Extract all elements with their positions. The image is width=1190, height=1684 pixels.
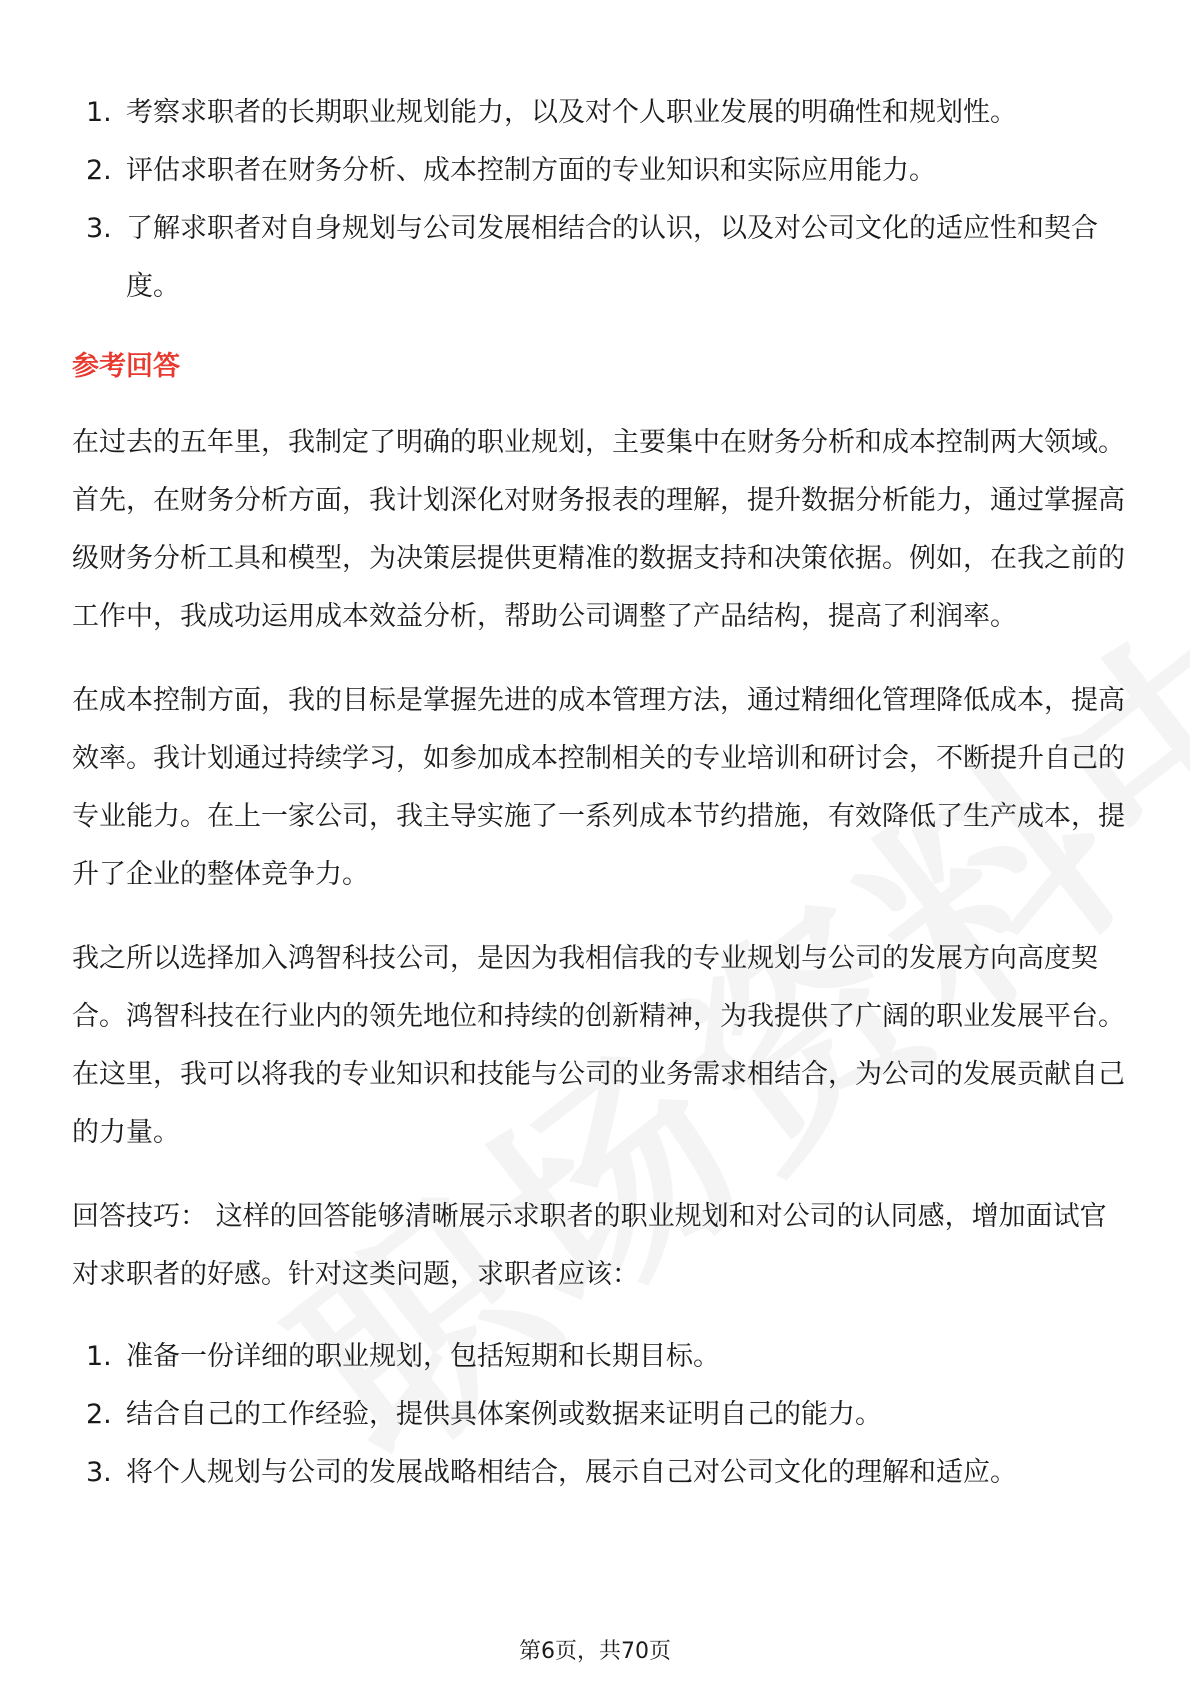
list-number: 2. bbox=[86, 1399, 112, 1430]
list-text: 准备一份详细的职业规划，包括短期和长期目标。 bbox=[126, 1341, 720, 1372]
section-title: 参考回答 bbox=[72, 351, 180, 382]
list-number: 1. bbox=[86, 97, 112, 128]
list-item bbox=[72, 84, 1132, 142]
list-item bbox=[72, 1386, 1132, 1444]
page-footer: 第6页，共70页 bbox=[519, 1639, 671, 1664]
list-item bbox=[72, 1444, 1132, 1502]
list-text: 将个人规划与公司的发展战略相结合，展示自己对公司文化的理解和适应。 bbox=[126, 1457, 1017, 1488]
answer-paragraph: 在过去的五年里，我制定了明确的职业规划，主要集中在财务分析和成本控制两大领域。首先，在财务分析方面，我计划深化对财务报表的理解，提升数据分析能力，通过掌握高级财务分析工具和模型，为决策层提供更精准的数据支持和决策依据。例如，在我之前的工作中，我成功运用成本效益分析，帮助公司调整了产品结构，提高了利润率。 bbox=[72, 427, 1125, 632]
list-item bbox=[72, 200, 1132, 316]
list-item bbox=[72, 1328, 1132, 1386]
answer-paragraph: 我之所以选择加入鸿智科技公司，是因为我相信我的专业规划与公司的发展方向高度契合。鸿智科技在行业内的领先地位和持续的创新精神，为我提供了广阔的职业发展平台。在这里，我可以将我的专业知识和技能与公司的业务需求相结合，为公司的发展贡献自己的力量。 bbox=[72, 943, 1125, 1148]
list-number: 3. bbox=[86, 1457, 112, 1488]
tips-list bbox=[72, 1328, 1132, 1502]
list-item bbox=[72, 142, 1132, 200]
list-text: 结合自己的工作经验，提供具体案例或数据来证明自己的能力。 bbox=[126, 1399, 882, 1430]
list-number: 1. bbox=[86, 1341, 112, 1372]
list-text: 考察求职者的长期职业规划能力，以及对个人职业发展的明确性和规划性。 bbox=[126, 97, 1017, 128]
answer-paragraph: 在成本控制方面，我的目标是掌握先进的成本管理方法，通过精细化管理降低成本，提高效率。我计划通过持续学习，如参加成本控制相关的专业培训和研讨会，不断提升自己的专业能力。在上一家公司，我主导实施了一系列成本节约措施，有效降低了生产成本，提升了企业的整体竞争力。 bbox=[72, 685, 1125, 890]
list-text: 了解求职者对自身规划与公司发展相结合的认识，以及对公司文化的适应性和契合度。 bbox=[126, 213, 1098, 302]
evaluation-points-list bbox=[72, 84, 1132, 316]
answer-tips: 回答技巧： 这样的回答能够清晰展示求职者的职业规划和对公司的认同感，增加面试官对求职者的好感。针对这类问题，求职者应该： bbox=[72, 1201, 1107, 1290]
list-number: 3. bbox=[86, 213, 112, 244]
list-text: 评估求职者在财务分析、成本控制方面的专业知识和实际应用能力。 bbox=[126, 155, 936, 186]
list-number: 2. bbox=[86, 155, 112, 186]
document-body bbox=[72, 84, 1132, 1502]
